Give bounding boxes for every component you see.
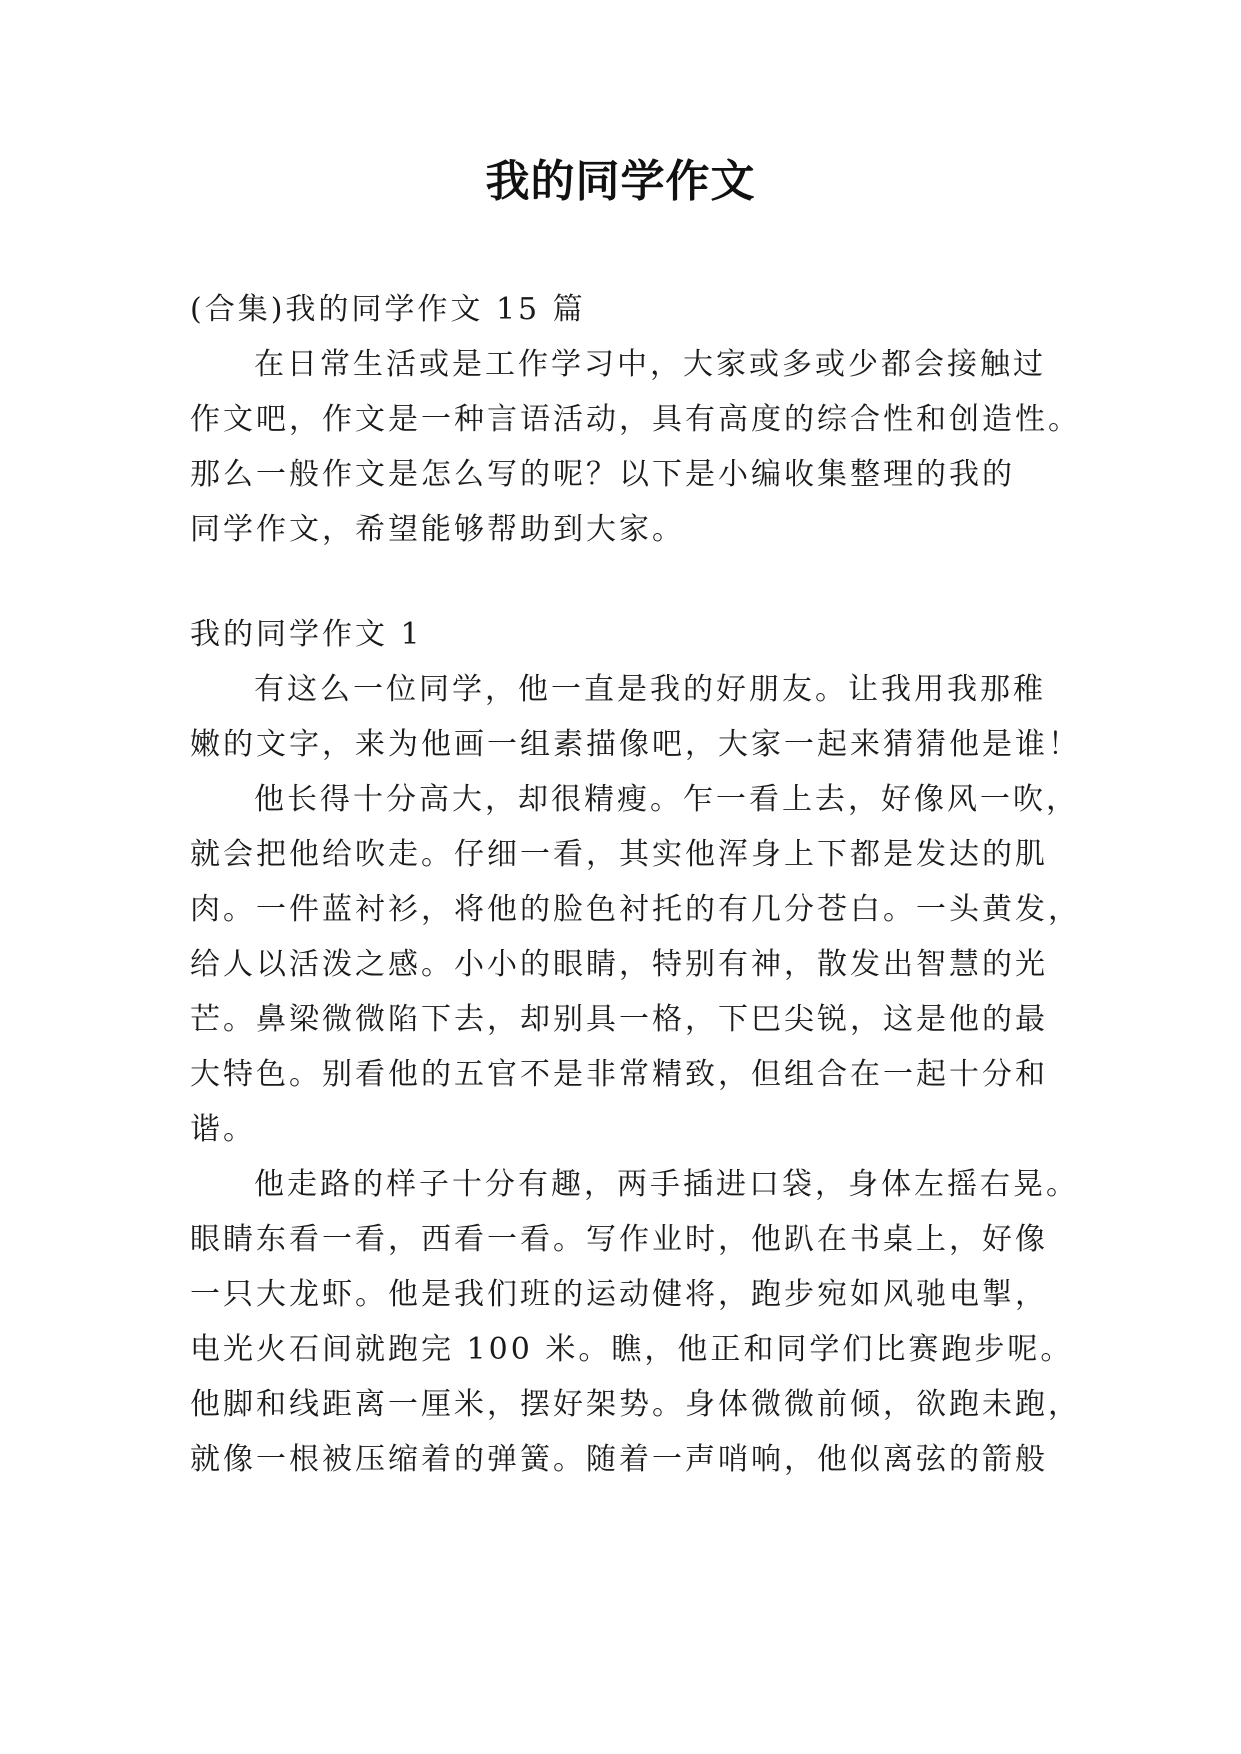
- paragraph-line: 谐。: [190, 1112, 256, 1147]
- section-paragraph: [190, 662, 1081, 772]
- paragraph-line: 有这么一位同学，他一直是我的好朋友。让我用我那稚: [254, 672, 1046, 707]
- section-paragraph: [190, 772, 1081, 1157]
- document-title: 我的同学作文: [485, 156, 756, 207]
- paragraph-line: 同学作文，希望能够帮助到大家。: [190, 512, 685, 547]
- paragraph-line: 就会把他给吹走。仔细一看，其实他浑身上下都是发达的肌: [190, 837, 1048, 872]
- paragraph-line: 嫩的文字，来为他画一组素描像吧，大家一起来猜猜他是谁！: [190, 727, 1081, 762]
- paragraph-line: 他脚和线距离一厘米，摆好架势。身体微微前倾，欲跑未跑，: [190, 1387, 1081, 1422]
- paragraph-line: 大特色。别看他的五官不是非常精致，但组合在一起十分和: [190, 1057, 1048, 1092]
- paragraph-line: 电光火石间就跑完 100 米。瞧，他正和同学们比赛跑步呢。: [190, 1332, 1074, 1367]
- paragraph-line: 就像一根被压缩着的弹簧。随着一声哨响，他似离弦的箭般: [190, 1442, 1048, 1477]
- section-paragraph: [190, 1157, 1081, 1487]
- section-heading: 我的同学作文 1: [190, 617, 423, 652]
- paragraph-line: 芒。鼻梁微微陷下去，却别具一格，下巴尖锐，这是他的最: [190, 1002, 1048, 1037]
- paragraph-line: 眼睛东看一看，西看一看。写作业时，他趴在书桌上，好像: [190, 1222, 1048, 1257]
- paragraph-line: 肉。一件蓝衬衫，将他的脸色衬托的有几分苍白。一头黄发，: [190, 892, 1081, 927]
- paragraph-line: 他长得十分高大，却很精瘦。乍一看上去，好像风一吹，: [254, 782, 1079, 817]
- paragraph-line: 给人以活泼之感。小小的眼睛，特别有神，散发出智慧的光: [190, 947, 1048, 982]
- document-body: [190, 282, 1081, 1487]
- collection-heading: (合集)我的同学作文 15 篇: [190, 292, 586, 327]
- paragraph-line: 那么一般作文是怎么写的呢？以下是小编收集整理的我的: [190, 457, 1015, 492]
- intro-paragraph: [190, 337, 1081, 557]
- paragraph-line: 一只大龙虾。他是我们班的运动健将，跑步宛如风驰电掣，: [190, 1277, 1048, 1312]
- paragraph-line: 作文吧，作文是一种言语活动，具有高度的综合性和创造性。: [190, 402, 1081, 437]
- paragraph-line: 他走路的样子十分有趣，两手插进口袋，身体左摇右晃。: [254, 1167, 1079, 1202]
- paragraph-line: 在日常生活或是工作学习中，大家或多或少都会接触过: [254, 347, 1046, 382]
